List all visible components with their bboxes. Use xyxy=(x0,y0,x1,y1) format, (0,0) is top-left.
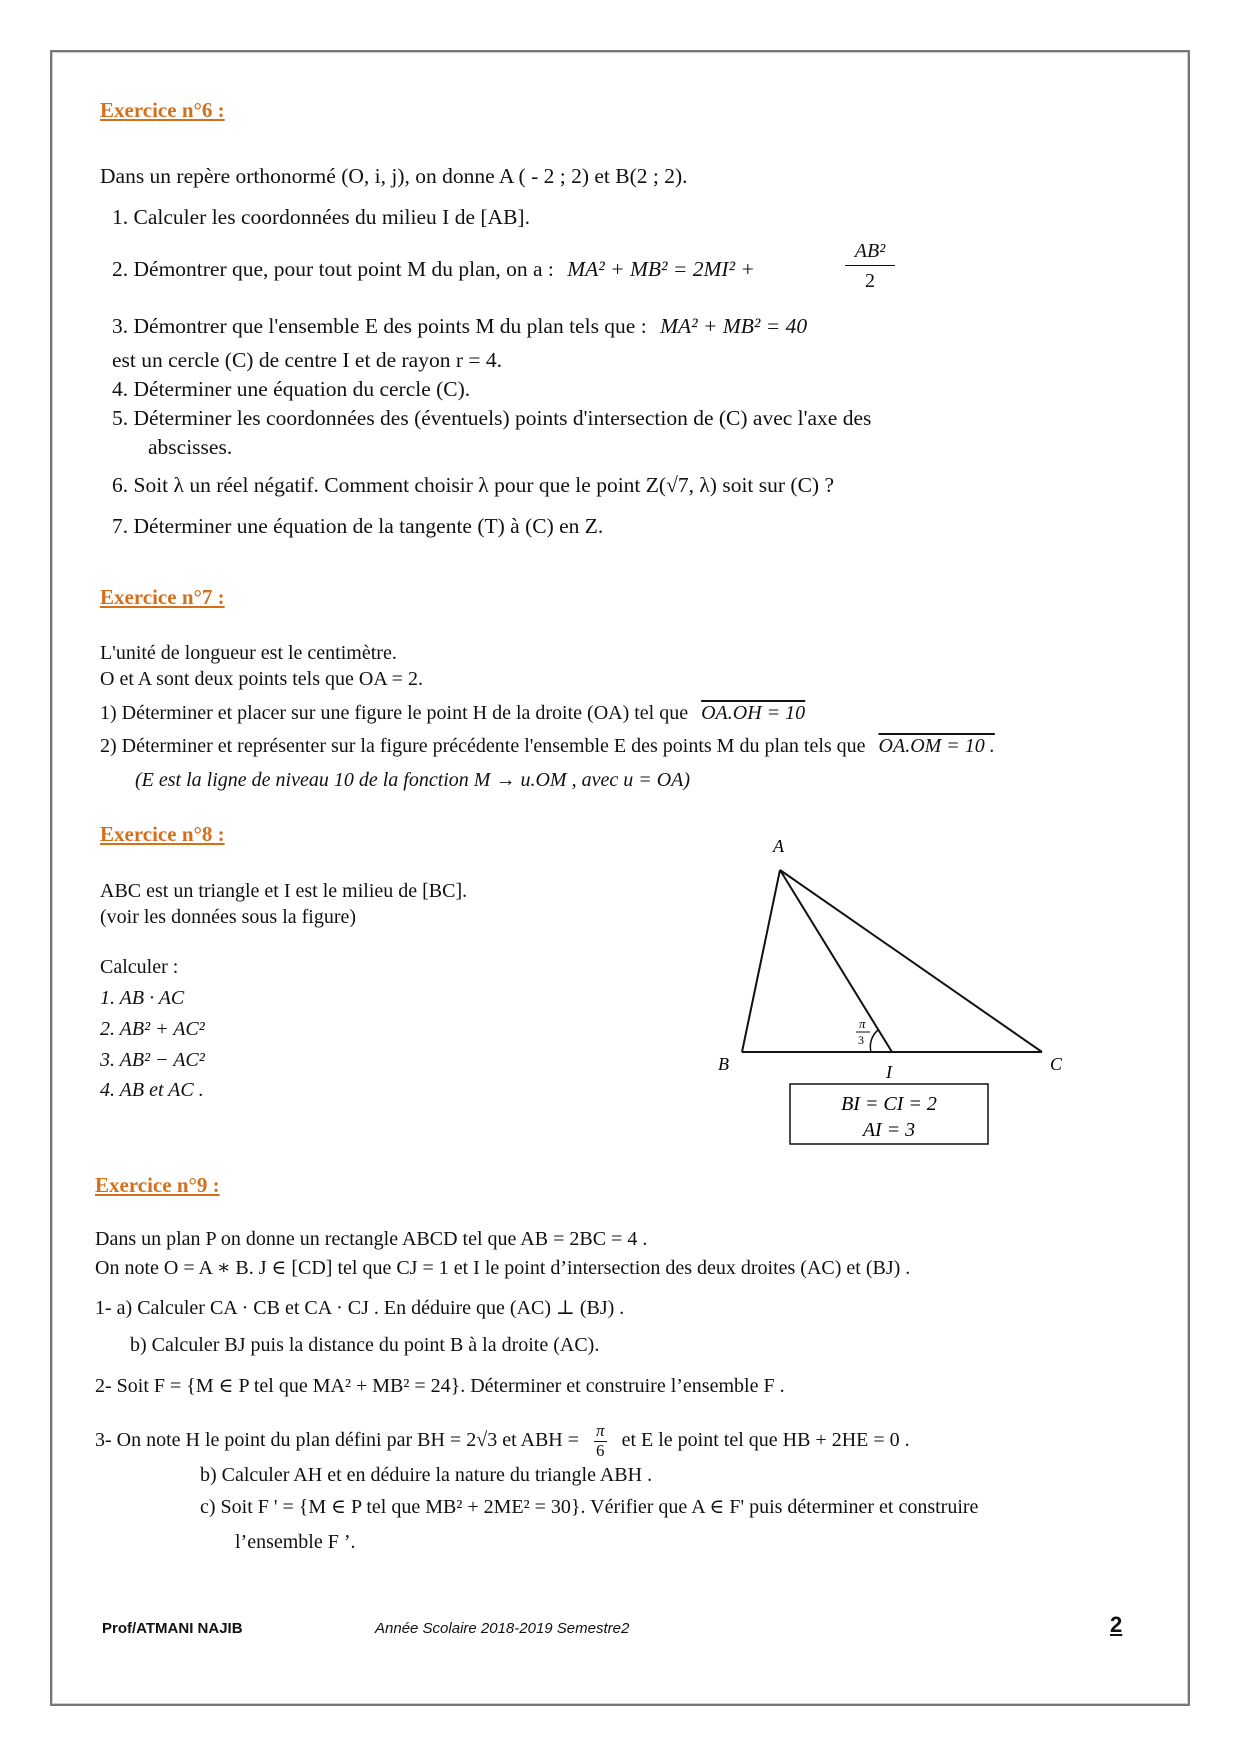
ex9-line2: On note O = A ∗ B. J ∈ [CD] tel que CJ = 1 et I le point d’intersection des deux droites (AC) et (BJ) . xyxy=(95,1257,911,1279)
ex9-line6 xyxy=(95,1422,910,1460)
ex6-q4: 4. Déterminer une équation du cercle (C). xyxy=(112,377,471,401)
ex8-calc: Calculer : xyxy=(100,956,179,978)
ex6-q6: 6. Soit λ un réel négatif. Comment choisir λ pour que le point Z(√7, λ) soit sur (C) ? xyxy=(112,473,834,497)
ex6-intro: Dans un repère orthonormé (O, i, j), on donne A ( - 2 ; 2) et B(2 ; 2). xyxy=(100,164,688,188)
label-C: C xyxy=(1050,1054,1063,1074)
ex9-line3: 1- a) Calculer CA · CB et CA · CJ . En déduire que (AC) ⊥ (BJ) . xyxy=(95,1297,625,1319)
ex7-line4-formula: OA.OM = 10 . xyxy=(878,735,995,757)
footer-year: Année Scolaire 2018-2019 Semestre2 xyxy=(375,1620,630,1637)
ex7-line4 xyxy=(100,734,995,759)
ex7-title: Exercice n°7 : xyxy=(100,585,225,609)
ex7-line2: O et A sont deux points tels que OA = 2. xyxy=(100,668,423,690)
ex6-q2 xyxy=(112,256,755,283)
ex6-title: Exercice n°6 : xyxy=(100,98,225,122)
ex6-q2-formula: MA² + MB² = 2MI² + xyxy=(567,257,755,281)
ex8-triangle-figure xyxy=(690,830,1100,1160)
ex8-title: Exercice n°8 : xyxy=(100,822,225,846)
ex7-line4-text: 2) Déterminer et représenter sur la figure précédente l'ensemble E des points M du plan tels que xyxy=(100,735,866,757)
side-AB xyxy=(742,870,780,1052)
ex6-q3-text: 3. Démontrer que l'ensemble E des points M du plan tels que : xyxy=(112,314,647,338)
ex9-line4: b) Calculer BJ puis la distance du point B à la droite (AC). xyxy=(130,1334,600,1356)
angle-num: π xyxy=(859,1016,866,1031)
ex9-line1: Dans un plan P on donne un rectangle ABCD tel que AB = 2BC = 4 . xyxy=(95,1228,648,1250)
ex6-q3 xyxy=(112,313,807,340)
ex6-q7: 7. Déterminer une équation de la tangente (T) à (C) en Z. xyxy=(112,514,604,538)
ex9-line5: 2- Soit F = {M ∈ P tel que MA² + MB² = 24}. Déterminer et construire l’ensemble F . xyxy=(95,1375,785,1397)
ex6-q2-fraction xyxy=(845,240,895,293)
ex8-item3: 3. AB² − AC² xyxy=(100,1049,205,1071)
label-I: I xyxy=(886,1062,892,1082)
ex9-line6-b: et E le point tel que HB + 2HE = 0 . xyxy=(621,1428,910,1451)
ex9-line6-a: 3- On note H le point du plan défini par BH = 2√3 et ABH = xyxy=(95,1428,580,1451)
ex8-item4: 4. AB et AC . xyxy=(100,1079,204,1101)
label-B: B xyxy=(718,1054,729,1074)
side-AC xyxy=(780,870,1042,1052)
ex9-angle-num: π xyxy=(596,1421,605,1440)
ex6-q2-num: AB² xyxy=(845,240,895,266)
ex6-q2-text: 2. Démontrer que, pour tout point M du plan, on a : xyxy=(112,257,554,281)
ex6-q5: 5. Déterminer les coordonnées des (éventuels) points d'intersection de (C) avec l'axe des xyxy=(112,406,872,430)
ex9-line7: b) Calculer AH et en déduire la nature du triangle ABH . xyxy=(200,1464,653,1486)
ex9-line8-cont: l’ensemble F ’. xyxy=(235,1531,356,1553)
ex9-line8: c) Soit F ' = {M ∈ P tel que MB² + 2ME² = 30}. Vérifier que A ∈ F' puis déterminer et construire xyxy=(200,1496,979,1518)
angle-arc xyxy=(870,1030,878,1052)
footer-author: Prof/ATMANI NAJIB xyxy=(102,1620,243,1637)
ex6-q1: 1. Calculer les coordonnées du milieu I de [AB]. xyxy=(112,205,530,229)
ex6-q2-den: 2 xyxy=(865,270,875,292)
ex6-q5-cont: abscisses. xyxy=(148,435,233,459)
page-number: 2 xyxy=(1110,1612,1123,1637)
ex9-angle-fraction xyxy=(594,1422,607,1460)
ex8-item2: 2. AB² + AC² xyxy=(100,1018,205,1040)
ex7-line1: L'unité de longueur est le centimètre. xyxy=(100,642,397,664)
angle-den: 3 xyxy=(858,1033,864,1047)
ex8-line1: ABC est un triangle et I est le milieu de [BC]. xyxy=(100,880,468,902)
ex8-item1: 1. AB · AC xyxy=(100,987,185,1009)
ex7-line3-formula: OA.OH = 10 xyxy=(701,702,806,724)
ex9-angle-den: 6 xyxy=(596,1440,605,1460)
ex6-q3-cont: est un cercle (C) de centre I et de rayon r = 4. xyxy=(112,348,502,372)
ex7-line3 xyxy=(100,701,805,726)
ex7-line5: (E est la ligne de niveau 10 de la fonction M → u.OM , avec u = OA) xyxy=(135,769,691,791)
ex8-line2: (voir les données sous la figure) xyxy=(100,906,357,928)
label-A: A xyxy=(773,836,784,856)
data-box-line1: BI = CI = 2 xyxy=(841,1093,937,1115)
median-AI xyxy=(780,870,892,1052)
data-box-line2: AI = 3 xyxy=(862,1119,916,1141)
ex7-line3-text: 1) Déterminer et placer sur une figure le point H de la droite (OA) tel que xyxy=(100,702,689,724)
ex6-q3-formula: MA² + MB² = 40 xyxy=(660,314,808,338)
ex9-title: Exercice n°9 : xyxy=(95,1173,220,1197)
